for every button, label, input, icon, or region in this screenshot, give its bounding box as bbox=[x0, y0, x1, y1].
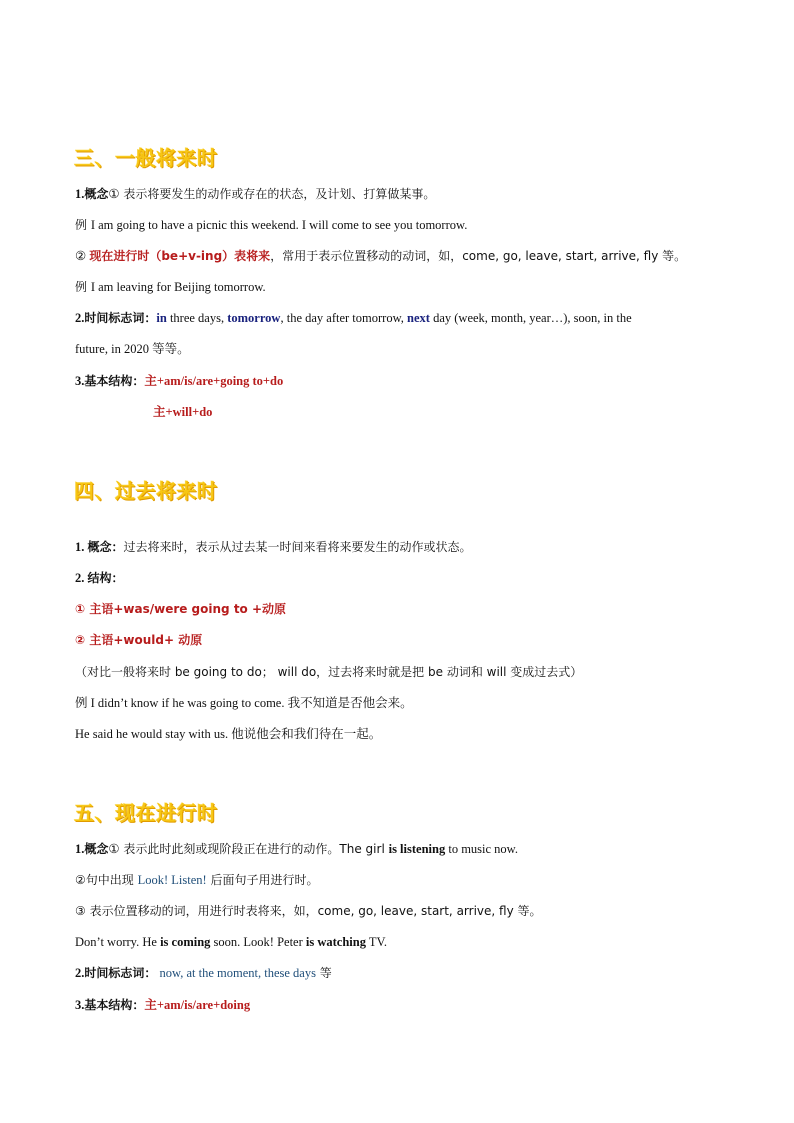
item-label: 基本结构： bbox=[84, 998, 145, 1012]
text-line bbox=[75, 538, 472, 556]
highlight-text: ② 主语+would+ 动原 bbox=[75, 633, 203, 647]
item-label: 概念 bbox=[84, 842, 109, 856]
line-text: 后面句子用进行时。 bbox=[206, 873, 319, 887]
example-prefix: 例 bbox=[75, 280, 91, 294]
line-text: day (week, month, year…), soon, in the bbox=[429, 311, 632, 325]
text-line bbox=[75, 631, 202, 649]
line-text: 表示将要发生的动作或存在的状态，及计划、打算做某事。 bbox=[119, 187, 436, 201]
line-text: Don’t worry. He bbox=[75, 935, 161, 949]
text-line bbox=[75, 600, 286, 618]
section-heading-future-simple: 三、一般将来时 bbox=[74, 146, 218, 170]
keyword: next bbox=[407, 311, 430, 325]
bold-phrase: is coming bbox=[160, 935, 211, 949]
highlight-text: 主+am/is/are+doing bbox=[144, 998, 251, 1012]
line-text: soon. Look! Peter bbox=[210, 935, 306, 949]
text-line bbox=[75, 663, 582, 681]
text-line bbox=[75, 247, 686, 265]
circle-number: ① bbox=[108, 187, 120, 201]
item-label: 基本结构： bbox=[84, 374, 145, 388]
line-text: TV. bbox=[365, 935, 388, 949]
item-number: 3. bbox=[75, 998, 85, 1012]
highlight-text: 主+will+do bbox=[153, 405, 213, 419]
line-text: 表示此时此刻或现阶段正在进行的动作。The girl bbox=[119, 842, 389, 856]
line-text: three days, bbox=[166, 311, 228, 325]
highlight-text: 现在进行时（be+v-ing）表将来 bbox=[89, 249, 271, 263]
item-label: 结构： bbox=[87, 571, 124, 585]
text-line bbox=[75, 309, 632, 327]
example-prefix: 例 bbox=[75, 218, 91, 232]
item-number: 2. bbox=[75, 966, 85, 980]
bold-phrase: is watching bbox=[305, 935, 366, 949]
text-line bbox=[75, 871, 319, 889]
item-label: 时间标志词： bbox=[84, 966, 157, 980]
text-line bbox=[153, 403, 212, 421]
text-line bbox=[75, 340, 190, 358]
line-text: future, in 2020 等等。 bbox=[75, 342, 190, 356]
highlight-text: 主+am/is/are+going to+do bbox=[144, 374, 284, 388]
line-text: ②句中出现 bbox=[75, 873, 138, 887]
line-text: I am leaving for Beijing tomorrow. bbox=[90, 280, 266, 294]
text-line bbox=[75, 725, 381, 743]
text-line bbox=[75, 694, 413, 712]
text-line bbox=[75, 902, 542, 920]
line-text: 等 bbox=[315, 966, 332, 980]
text-line bbox=[75, 996, 250, 1014]
line-text: He said he would stay with us. 他说他会和我们待在一起。 bbox=[75, 727, 382, 741]
circle-number: ② bbox=[75, 249, 90, 263]
section-heading-present-continuous: 五、现在进行时 bbox=[74, 801, 218, 825]
item-number: 3. bbox=[75, 374, 85, 388]
item-number: 1. bbox=[75, 842, 85, 856]
line-text: , the day after tomorrow, bbox=[280, 311, 408, 325]
line-text: （对比一般将来时 be going to do； will do，过去将来时就是把 be 动词和 will 变成过去式） bbox=[75, 665, 583, 679]
item-number: 1. bbox=[75, 187, 85, 201]
text-line bbox=[75, 185, 435, 203]
teal-phrase: now, at the moment, these days bbox=[156, 966, 316, 980]
keyword: tomorrow bbox=[227, 311, 281, 325]
bold-phrase: is listening bbox=[388, 842, 446, 856]
line-text: ③ 表示位置移动的词，用进行时表将来，如，come, go, leave, start, arrive, fly 等。 bbox=[75, 904, 542, 918]
keyword: in bbox=[156, 311, 167, 325]
item-number: 2. bbox=[75, 571, 88, 585]
text-line bbox=[75, 933, 387, 951]
line-text: to music now. bbox=[445, 842, 519, 856]
text-line bbox=[75, 372, 283, 390]
section-heading-past-future: 四、过去将来时 bbox=[74, 479, 218, 503]
text-line bbox=[75, 216, 467, 234]
circle-number: ① bbox=[108, 842, 120, 856]
text-line bbox=[75, 840, 518, 858]
item-label: 时间标志词： bbox=[84, 311, 157, 325]
line-text: I am going to have a picnic this weekend. I will come to see you tomorrow. bbox=[90, 218, 468, 232]
item-number: 2. bbox=[75, 311, 85, 325]
item-label: 概念 bbox=[84, 187, 109, 201]
line-text: 例 I didn’t know if he was going to come. 我不知道是否他会来。 bbox=[75, 696, 413, 710]
item-number: 1. bbox=[75, 540, 88, 554]
highlight-text: ① 主语+was/were going to +动原 bbox=[75, 602, 287, 616]
line-text: 过去将来时，表示从过去某一时间来看将来要发生的动作或状态。 bbox=[123, 540, 472, 554]
text-line bbox=[75, 964, 332, 982]
text-line bbox=[75, 569, 124, 587]
text-line bbox=[75, 278, 266, 296]
line-text: ，常用于表示位置移动的动词，如，come, go, leave, start, arrive, fly 等。 bbox=[270, 249, 687, 263]
item-label: 概念： bbox=[87, 540, 124, 554]
teal-phrase: Look! Listen! bbox=[137, 873, 207, 887]
